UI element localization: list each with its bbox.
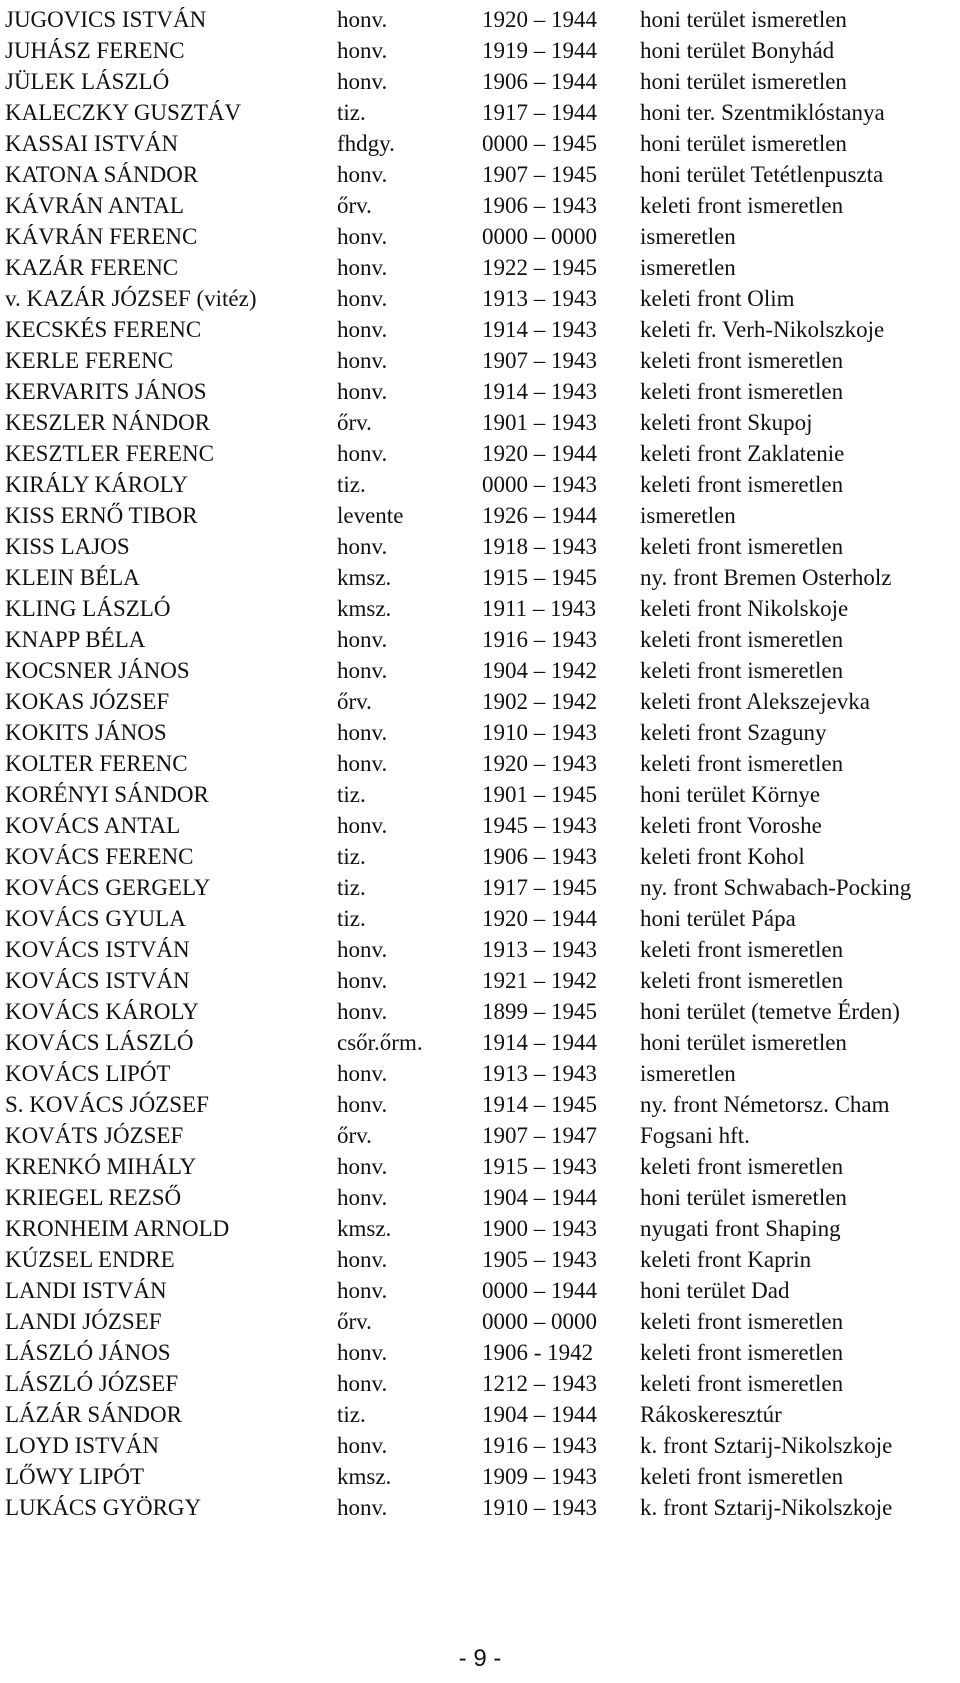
name-cell: KÁVRÁN ANTAL <box>5 193 184 218</box>
rank-cell: honv. <box>337 658 388 683</box>
table-row <box>0 438 960 469</box>
place-cell: honi terület ismeretlen <box>640 7 847 32</box>
table-row <box>0 717 960 748</box>
table-row <box>0 1120 960 1151</box>
name-cell: KOKAS JÓZSEF <box>5 689 170 714</box>
place-cell: ismeretlen <box>640 1061 736 1086</box>
table-row <box>0 500 960 531</box>
years-cell: 1913 – 1943 <box>482 1061 597 1086</box>
years-cell: 1904 – 1944 <box>482 1185 597 1210</box>
roster-list <box>0 4 960 1523</box>
rank-cell: tiz. <box>337 1402 366 1427</box>
table-row <box>0 934 960 965</box>
table-row <box>0 1151 960 1182</box>
name-cell: LŐWY LIPÓT <box>5 1464 145 1489</box>
table-row <box>0 1182 960 1213</box>
name-cell: KOVÁCS GYULA <box>5 906 186 931</box>
place-cell: ny. front Bremen Osterholz <box>640 565 892 590</box>
table-row <box>0 996 960 1027</box>
years-cell: 1920 – 1944 <box>482 7 597 32</box>
table-row <box>0 655 960 686</box>
name-cell: S. KOVÁCS JÓZSEF <box>5 1092 209 1117</box>
name-cell: KESZLER NÁNDOR <box>5 410 211 435</box>
rank-cell: honv. <box>337 317 388 342</box>
name-cell: LÁZÁR SÁNDOR <box>5 1402 182 1427</box>
rank-cell: honv. <box>337 1247 388 1272</box>
name-cell: LUKÁCS GYÖRGY <box>5 1495 202 1520</box>
rank-cell: honv. <box>337 1340 388 1365</box>
years-cell: 1907 – 1945 <box>482 162 597 187</box>
name-cell: KOLTER FERENC <box>5 751 188 776</box>
name-cell: KOVÁCS KÁROLY <box>5 999 199 1024</box>
years-cell: 1919 – 1944 <box>482 38 597 63</box>
table-row <box>0 469 960 500</box>
years-cell: 1910 – 1943 <box>482 1495 597 1520</box>
years-cell: 1906 – 1944 <box>482 69 597 94</box>
rank-cell: őrv. <box>337 1123 372 1148</box>
place-cell: keleti front ismeretlen <box>640 193 844 218</box>
table-row <box>0 903 960 934</box>
place-cell: keleti front Kaprin <box>640 1247 812 1272</box>
name-cell: KIRÁLY KÁROLY <box>5 472 189 497</box>
name-cell: KATONA SÁNDOR <box>5 162 199 187</box>
table-row <box>0 407 960 438</box>
table-row <box>0 1337 960 1368</box>
name-cell: KOVÁCS ISTVÁN <box>5 937 190 962</box>
years-cell: 0000 – 1943 <box>482 472 597 497</box>
place-cell: keleti front ismeretlen <box>640 348 844 373</box>
years-cell: 1906 – 1943 <box>482 844 597 869</box>
years-cell: 0000 – 0000 <box>482 1309 597 1334</box>
place-cell: honi terület (temetve Érden) <box>640 999 900 1024</box>
table-row <box>0 1430 960 1461</box>
name-cell: KLEIN BÉLA <box>5 565 140 590</box>
place-cell: keleti front ismeretlen <box>640 1309 844 1334</box>
years-cell: 1917 – 1944 <box>482 100 597 125</box>
years-cell: 1212 – 1943 <box>482 1371 597 1396</box>
place-cell: honi terület Környe <box>640 782 821 807</box>
table-row <box>0 779 960 810</box>
rank-cell: őrv. <box>337 689 372 714</box>
name-cell: KOVÁCS LIPÓT <box>5 1061 171 1086</box>
place-cell: honi terület Bonyhád <box>640 38 835 63</box>
table-row <box>0 965 960 996</box>
rank-cell: honv. <box>337 1154 388 1179</box>
rank-cell: honv. <box>337 224 388 249</box>
name-cell: JÜLEK LÁSZLÓ <box>5 69 170 94</box>
rank-cell: honv. <box>337 348 388 373</box>
place-cell: keleti front ismeretlen <box>640 1340 844 1365</box>
table-row <box>0 128 960 159</box>
place-cell: keleti front ismeretlen <box>640 751 844 776</box>
years-cell: 1901 – 1945 <box>482 782 597 807</box>
years-cell: 1899 – 1945 <box>482 999 597 1024</box>
rank-cell: honv. <box>337 1185 388 1210</box>
table-row <box>0 159 960 190</box>
place-cell: nyugati front Shaping <box>640 1216 841 1241</box>
years-cell: 1917 – 1945 <box>482 875 597 900</box>
place-cell: ismeretlen <box>640 503 736 528</box>
name-cell: KECSKÉS FERENC <box>5 317 202 342</box>
years-cell: 1945 – 1943 <box>482 813 597 838</box>
table-row <box>0 4 960 35</box>
years-cell: 1910 – 1943 <box>482 720 597 745</box>
rank-cell: honv. <box>337 441 388 466</box>
place-cell: honi ter. Szentmiklóstanya <box>640 100 885 125</box>
name-cell: KOVÁCS ANTAL <box>5 813 181 838</box>
table-row <box>0 252 960 283</box>
table-row <box>0 1089 960 1120</box>
name-cell: KRONHEIM ARNOLD <box>5 1216 230 1241</box>
place-cell: keleti front ismeretlen <box>640 472 844 497</box>
rank-cell: honv. <box>337 720 388 745</box>
rank-cell: tiz. <box>337 472 366 497</box>
years-cell: 1906 - 1942 <box>482 1340 594 1365</box>
name-cell: KÚZSEL ENDRE <box>5 1247 175 1272</box>
rank-cell: honv. <box>337 999 388 1024</box>
table-row <box>0 1244 960 1275</box>
name-cell: KLING LÁSZLÓ <box>5 596 171 621</box>
place-cell: honi terület Pápa <box>640 906 796 931</box>
place-cell: keleti front Alekszejevka <box>640 689 870 714</box>
years-cell: 1900 – 1943 <box>482 1216 597 1241</box>
rank-cell: őrv. <box>337 410 372 435</box>
years-cell: 1920 – 1943 <box>482 751 597 776</box>
rank-cell: tiz. <box>337 875 366 900</box>
years-cell: 1913 – 1943 <box>482 937 597 962</box>
years-cell: 1914 – 1945 <box>482 1092 597 1117</box>
years-cell: 1904 – 1942 <box>482 658 597 683</box>
table-row <box>0 841 960 872</box>
name-cell: KOCSNER JÁNOS <box>5 658 190 683</box>
years-cell: 1914 – 1943 <box>482 317 597 342</box>
name-cell: LANDI ISTVÁN <box>5 1278 167 1303</box>
name-cell: KESZTLER FERENC <box>5 441 214 466</box>
rank-cell: honv. <box>337 286 388 311</box>
years-cell: 1907 – 1943 <box>482 348 597 373</box>
years-cell: 1911 – 1943 <box>482 596 597 621</box>
rank-cell: honv. <box>337 627 388 652</box>
place-cell: Fogsani hft. <box>640 1123 750 1148</box>
years-cell: 1916 – 1943 <box>482 1433 597 1458</box>
place-cell: keleti front Olim <box>640 286 795 311</box>
rank-cell: honv. <box>337 813 388 838</box>
place-cell: keleti front ismeretlen <box>640 658 844 683</box>
table-row <box>0 1399 960 1430</box>
years-cell: 1904 – 1944 <box>482 1402 597 1427</box>
name-cell: v. KAZÁR JÓZSEF (vitéz) <box>5 286 257 311</box>
years-cell: 1920 – 1944 <box>482 441 597 466</box>
name-cell: JUGOVICS ISTVÁN <box>5 7 207 32</box>
name-cell: KERVARITS JÁNOS <box>5 379 207 404</box>
place-cell: keleti front ismeretlen <box>640 1154 844 1179</box>
years-cell: 1909 – 1943 <box>482 1464 597 1489</box>
table-row <box>0 283 960 314</box>
name-cell: KISS LAJOS <box>5 534 130 559</box>
name-cell: KRIEGEL REZSŐ <box>5 1185 182 1210</box>
table-row <box>0 624 960 655</box>
name-cell: LANDI JÓZSEF <box>5 1309 162 1334</box>
years-cell: 1913 – 1943 <box>482 286 597 311</box>
rank-cell: honv. <box>337 7 388 32</box>
years-cell: 1921 – 1942 <box>482 968 597 993</box>
place-cell: keleti front ismeretlen <box>640 534 844 559</box>
table-row <box>0 97 960 128</box>
place-cell: keleti front ismeretlen <box>640 968 844 993</box>
years-cell: 1915 – 1943 <box>482 1154 597 1179</box>
years-cell: 1905 – 1943 <box>482 1247 597 1272</box>
years-cell: 1907 – 1947 <box>482 1123 597 1148</box>
years-cell: 1918 – 1943 <box>482 534 597 559</box>
name-cell: KOVÁCS FERENC <box>5 844 194 869</box>
place-cell: honi terület ismeretlen <box>640 69 847 94</box>
table-row <box>0 872 960 903</box>
years-cell: 1920 – 1944 <box>482 906 597 931</box>
place-cell: honi terület ismeretlen <box>640 1030 847 1055</box>
place-cell: keleti front Szaguny <box>640 720 827 745</box>
place-cell: ismeretlen <box>640 255 736 280</box>
years-cell: 0000 – 0000 <box>482 224 597 249</box>
place-cell: ismeretlen <box>640 224 736 249</box>
place-cell: honi terület Tetétlenpuszta <box>640 162 884 187</box>
table-row <box>0 1213 960 1244</box>
place-cell: keleti fr. Verh-Nikolszkoje <box>640 317 885 342</box>
name-cell: KOVÁTS JÓZSEF <box>5 1123 184 1148</box>
place-cell: k. front Sztarij-Nikolszkoje <box>640 1495 893 1520</box>
years-cell: 1915 – 1945 <box>482 565 597 590</box>
years-cell: 1922 – 1945 <box>482 255 597 280</box>
place-cell: honi terület Dad <box>640 1278 790 1303</box>
place-cell: honi terület ismeretlen <box>640 1185 847 1210</box>
rank-cell: kmsz. <box>337 1464 392 1489</box>
rank-cell: honv. <box>337 1278 388 1303</box>
table-row <box>0 1368 960 1399</box>
table-row <box>0 35 960 66</box>
place-cell: ny. front Schwabach-Pocking <box>640 875 912 900</box>
table-row <box>0 66 960 97</box>
name-cell: JUHÁSZ FERENC <box>5 38 185 63</box>
place-cell: keleti front ismeretlen <box>640 627 844 652</box>
rank-cell: honv. <box>337 937 388 962</box>
place-cell: keleti front ismeretlen <box>640 379 844 404</box>
table-row <box>0 1306 960 1337</box>
rank-cell: csőr.őrm. <box>337 1030 423 1055</box>
rank-cell: tiz. <box>337 906 366 931</box>
place-cell: ny. front Németorsz. Cham <box>640 1092 890 1117</box>
place-cell: keleti front Zaklatenie <box>640 441 845 466</box>
years-cell: 1906 – 1943 <box>482 193 597 218</box>
name-cell: KASSAI ISTVÁN <box>5 131 179 156</box>
name-cell: KOVÁCS ISTVÁN <box>5 968 190 993</box>
place-cell: keleti front ismeretlen <box>640 937 844 962</box>
rank-cell: honv. <box>337 1433 388 1458</box>
rank-cell: levente <box>337 503 404 528</box>
name-cell: KRENKÓ MIHÁLY <box>5 1154 197 1179</box>
rank-cell: honv. <box>337 38 388 63</box>
table-row <box>0 531 960 562</box>
name-cell: KOVÁCS LÁSZLÓ <box>5 1030 194 1055</box>
years-cell: 0000 – 1945 <box>482 131 597 156</box>
table-row <box>0 1027 960 1058</box>
rank-cell: honv. <box>337 534 388 559</box>
rank-cell: honv. <box>337 1495 388 1520</box>
rank-cell: tiz. <box>337 844 366 869</box>
name-cell: LÁSZLÓ JÓZSEF <box>5 1371 179 1396</box>
name-cell: KOVÁCS GERGELY <box>5 875 211 900</box>
rank-cell: honv. <box>337 255 388 280</box>
place-cell: Rákoskeresztúr <box>640 1402 782 1427</box>
name-cell: KOKITS JÁNOS <box>5 720 167 745</box>
years-cell: 1914 – 1944 <box>482 1030 597 1055</box>
table-row <box>0 376 960 407</box>
rank-cell: kmsz. <box>337 596 392 621</box>
place-cell: k. front Sztarij-Nikolszkoje <box>640 1433 893 1458</box>
name-cell: KERLE FERENC <box>5 348 174 373</box>
name-cell: LÁSZLÓ JÁNOS <box>5 1340 171 1365</box>
table-row <box>0 1461 960 1492</box>
name-cell: KÁVRÁN FERENC <box>5 224 198 249</box>
place-cell: keleti front ismeretlen <box>640 1371 844 1396</box>
rank-cell: őrv. <box>337 1309 372 1334</box>
table-row <box>0 1058 960 1089</box>
table-row <box>0 345 960 376</box>
table-row <box>0 810 960 841</box>
rank-cell: őrv. <box>337 193 372 218</box>
table-row <box>0 190 960 221</box>
rank-cell: honv. <box>337 1092 388 1117</box>
years-cell: 1901 – 1943 <box>482 410 597 435</box>
rank-cell: honv. <box>337 1061 388 1086</box>
rank-cell: honv. <box>337 162 388 187</box>
name-cell: LOYD ISTVÁN <box>5 1433 159 1458</box>
name-cell: KISS ERNŐ TIBOR <box>5 503 198 528</box>
place-cell: honi terület ismeretlen <box>640 131 847 156</box>
place-cell: keleti front Voroshe <box>640 813 822 838</box>
table-row <box>0 314 960 345</box>
table-row <box>0 562 960 593</box>
table-row <box>0 1492 960 1523</box>
name-cell: KORÉNYI SÁNDOR <box>5 782 209 807</box>
years-cell: 1926 – 1944 <box>482 503 597 528</box>
table-row <box>0 1275 960 1306</box>
years-cell: 1902 – 1942 <box>482 689 597 714</box>
page-number: - 9 - <box>458 1645 502 1672</box>
rank-cell: honv. <box>337 379 388 404</box>
rank-cell: honv. <box>337 69 388 94</box>
name-cell: KAZÁR FERENC <box>5 255 179 280</box>
rank-cell: kmsz. <box>337 1216 392 1241</box>
place-cell: keleti front Skupoj <box>640 410 813 435</box>
place-cell: keleti front Kohol <box>640 844 805 869</box>
table-row <box>0 593 960 624</box>
rank-cell: honv. <box>337 751 388 776</box>
rank-cell: fhdgy. <box>337 131 395 156</box>
years-cell: 0000 – 1944 <box>482 1278 597 1303</box>
table-row <box>0 748 960 779</box>
rank-cell: honv. <box>337 968 388 993</box>
table-row <box>0 686 960 717</box>
name-cell: KALECZKY GUSZTÁV <box>5 100 242 125</box>
place-cell: keleti front Nikolskoje <box>640 596 849 621</box>
rank-cell: honv. <box>337 1371 388 1396</box>
place-cell: keleti front ismeretlen <box>640 1464 844 1489</box>
table-row <box>0 221 960 252</box>
rank-cell: kmsz. <box>337 565 392 590</box>
rank-cell: tiz. <box>337 782 366 807</box>
rank-cell: tiz. <box>337 100 366 125</box>
years-cell: 1916 – 1943 <box>482 627 597 652</box>
name-cell: KNAPP BÉLA <box>5 627 146 652</box>
years-cell: 1914 – 1943 <box>482 379 597 404</box>
